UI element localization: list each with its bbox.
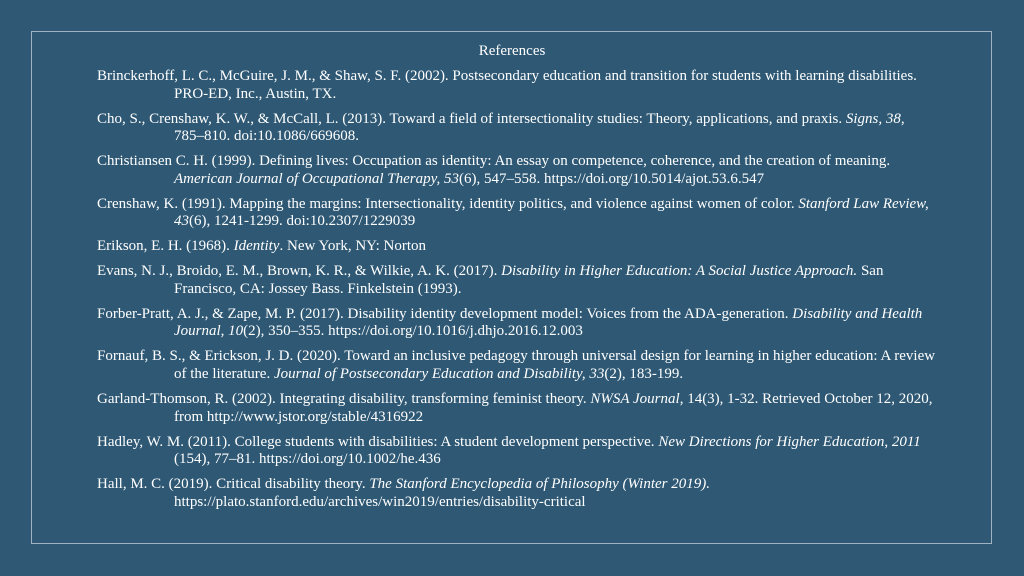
reference-text: (6), 547–558. https://doi.org/10.5014/ajot.53.6.547 [458,170,765,187]
reference-entry [97,391,937,426]
reference-italic-text: Identity [233,238,280,255]
reference-text: . New York, NY: Norton [279,238,427,255]
reference-entry [97,68,937,103]
reference-italic-text: Disability in Higher Education: A Social Justice Approach. [501,263,858,280]
reference-entry [97,153,937,188]
reference-text: https://plato.stanford.edu/archives/win2019/entries/disability-critical [174,493,586,510]
reference-text: Erikson, E. H. (1968). [97,238,234,255]
reference-text: (154), 77–81. https://doi.org/10.1002/he.436 [174,451,441,468]
reference-text: Forber-Pratt, A. J., & Zape, M. P. (2017). Disability identity development model: Voices from the ADA-generation. [97,305,793,322]
reference-entry [97,476,937,511]
references-list [97,68,937,519]
reference-italic-text: The Stanford Encyclopedia of Philosophy (Winter 2019). [369,476,710,493]
reference-text: , 785–810. doi:10.1086/669608. [174,110,905,145]
reference-text: Hall, M. C. (2019). Critical disability theory. [97,476,370,493]
reference-entry [97,196,937,231]
reference-italic-text: 2011 [891,433,921,450]
reference-entry [97,434,937,469]
reference-entry [97,111,937,146]
reference-text: Crenshaw, K. (1991). Mapping the margins: Intersectionality, identity politics, and violence against women of color. [97,195,799,212]
reference-entry [97,348,937,383]
reference-text: Cho, S., Crenshaw, K. W., & McCall, L. (2013). Toward a field of intersectionality studies: Theory, applications, and praxis. [97,110,846,127]
reference-text: San Francisco, CA: Jossey Bass. Finkelstein (1993). [174,263,884,297]
reference-italic-text: New Directions for Higher Education [658,433,885,450]
reference-italic-text: Stanford Law Review, 43 [174,195,929,230]
references-title: References [478,43,546,59]
reference-text: , [884,433,892,450]
reference-text: , 14(3), 1-32. Retrieved October 12, 2020, from http://www.jstor.org/stable/4316922 [174,391,933,425]
reference-text: Garland-Thomson, R. (2002). Integrating disability, transforming feminist theory. [97,391,591,408]
reference-italic-text: Journal of Postsecondary Education and Disability, 33 [273,366,605,383]
reference-italic-text: NWSA Journal [590,391,680,408]
reference-text: Hadley, W. M. (2011). College students with disabilities: A student development perspective. [97,433,659,450]
reference-text: (2), 183-199. [604,366,684,383]
reference-text: Evans, N. J., Broido, E. M., Brown, K. R., & Wilkie, A. K. (2017). [97,263,502,280]
reference-text: Fornauf, B. S., & Erickson, J. D. (2020). Toward an inclusive pedagogy through universal design for learning in higher education: A review of the literature. [97,348,936,383]
reference-italic-text: Disability and Health Journal, 10 [174,305,923,340]
reference-italic-text: Signs, 38 [845,110,901,127]
reference-text: Brinckerhoff, L. C., McGuire, J. M., & Shaw, S. F. (2002). Postsecondary education and transition for students with learning disabilities. PRO-ED, Inc., Austin, TX. [97,68,917,102]
reference-entry [97,263,937,298]
reference-text: Christiansen C. H. (1999). Defining lives: Occupation as identity: An essay on competence, coherence, and the creation of meaning. [97,153,891,170]
reference-text: (2), 350–355. https://doi.org/10.1016/j.dhjo.2016.12.003 [243,323,583,340]
reference-entry [97,238,937,256]
reference-text: (6), 1241-1299. doi:10.2307/1229039 [189,213,416,230]
reference-italic-text: American Journal of Occupational Therapy, 53 [174,170,459,187]
reference-entry [97,306,937,341]
